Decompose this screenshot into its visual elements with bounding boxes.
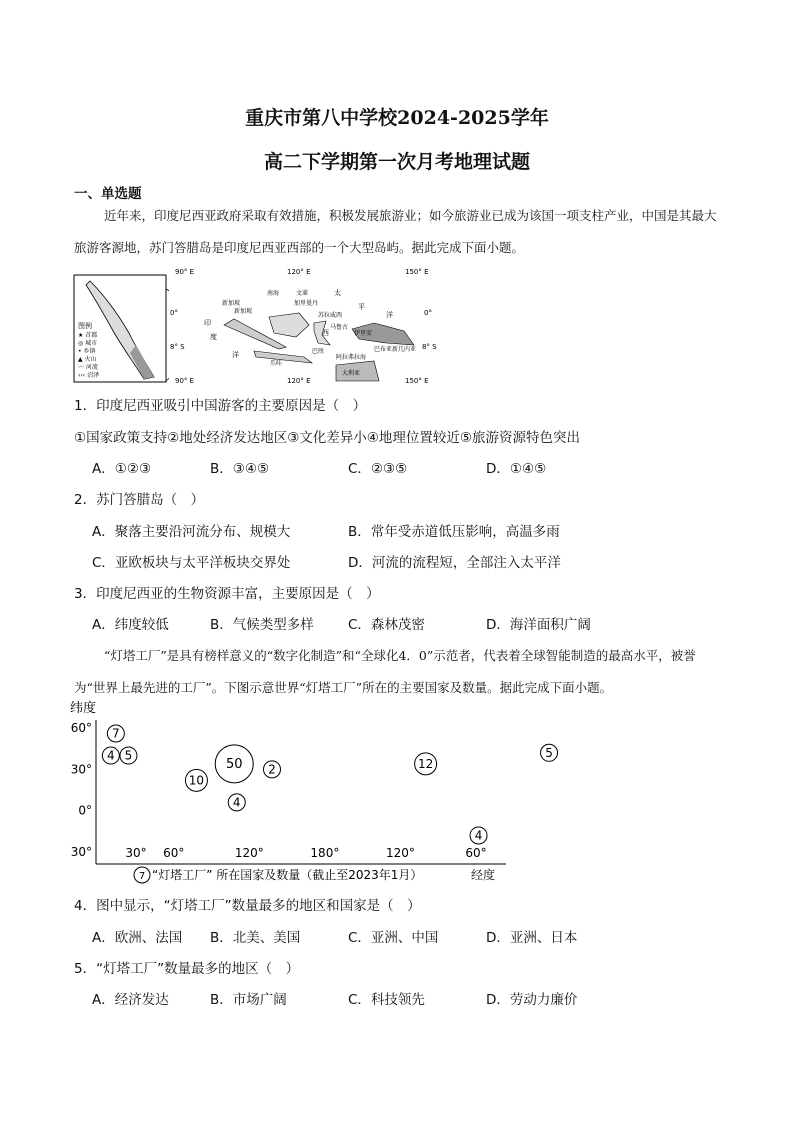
legend-number: 7 (138, 871, 146, 882)
exam-title-line2: 高二下学期第一次月考地理试题 (263, 151, 530, 173)
x-tick-label: 60° (163, 846, 185, 860)
place-label: 阿拉弗拉海 (336, 354, 367, 361)
place-label: 洋 (386, 311, 393, 319)
q5-option-a[interactable]: A．经济发达 (92, 992, 169, 1008)
exam-title-line1: 重庆市第八中学校2024-2025学年 (245, 107, 549, 129)
q1-option-a[interactable]: A．①②③ (92, 461, 152, 477)
data-point (264, 761, 281, 778)
q3-option-a[interactable]: A．纬度较低 (92, 617, 169, 633)
place-label: 巴厘 (312, 348, 325, 355)
q1-statements: ①国家政策支持②地处经济发达地区③文化差异小④地理位置较近⑤旅游资源特色突出 (74, 430, 581, 446)
q2-option-a[interactable]: A．聚落主要沿河流分布、规模大 (92, 524, 291, 540)
q1-option-b[interactable]: B．③④⑤ (210, 461, 270, 477)
data-point (470, 827, 487, 844)
q3-option-b[interactable]: B．气候类型多样 (210, 617, 314, 633)
data-point (215, 745, 253, 783)
data-point (415, 753, 437, 775)
question-number: 2． (74, 492, 97, 508)
lon-label: 150° E (405, 268, 429, 276)
passage-lighthouse: “灯塔工厂”是具有榜样意义的“数字化制造”和“全球化4．0”示范者，代表着全球智能制造的最高水平，被誉为“世界上最先进的工厂”。下图示意世界“灯塔工厂”所在的主要国家及数量。据此完成下面小题。 (74, 648, 696, 695)
x-tick-label: 30° (125, 846, 147, 860)
x-axis-label: 经度 (471, 868, 496, 882)
legend-river: 〰 河流 (78, 364, 98, 371)
point-label: 12 (417, 756, 434, 771)
y-tick-label: 60° (70, 721, 92, 735)
legend-town: • 乡镇 (78, 348, 96, 355)
question-stem: “灯塔工厂”数量最多的地区（ ） (96, 961, 300, 977)
legend-volcano: ▲ 火山 (78, 356, 97, 363)
chart-caption: “灯塔工厂” 所在国家及数量（截止至2023年1月） (152, 868, 423, 882)
q3-option-c[interactable]: C．森林茂密 (348, 617, 425, 633)
point-label: 50 (225, 756, 243, 772)
x-tick-label: 180° (310, 846, 340, 860)
q4-option-a[interactable]: A．欧洲、法国 (92, 930, 183, 946)
svg-text:0°: 0° (424, 309, 432, 317)
svg-text:120° E: 120° E (287, 377, 311, 385)
q3-option-d[interactable]: D．海洋面积广阔 (486, 617, 591, 633)
lon-label: 90° E (175, 268, 195, 276)
question-3 (74, 582, 380, 602)
svg-text:90° E: 90° E (175, 377, 195, 385)
place-label: 马鲁古 (330, 324, 349, 331)
point-label: 4 (106, 748, 115, 763)
q4-option-c[interactable]: C．亚洲、中国 (348, 930, 439, 946)
legend-swamp: ‹‹‹ 沼泽 (78, 372, 100, 379)
data-point (541, 744, 558, 761)
lat-label: 0° (170, 309, 178, 317)
x-tick-label: 120° (234, 846, 264, 860)
q2-option-d[interactable]: D．河流的流程短，全部注入太平洋 (348, 555, 561, 571)
question-number: 3． (74, 586, 97, 602)
lighthouse-factory-chart (66, 698, 553, 888)
question-number: 4． (74, 898, 97, 914)
question-stem: 图中显示，“灯塔工厂”数量最多的地区和国家是（ ） (96, 898, 421, 914)
q5-option-d[interactable]: D．劳动力廉价 (486, 992, 578, 1008)
svg-text:文莱: 文莱 (296, 290, 309, 297)
svg-text:新加坡: 新加坡 (222, 300, 241, 307)
place-label: 洋 (232, 351, 239, 359)
y-axis-label: 纬度 (70, 701, 97, 716)
q2-option-c[interactable]: C．亚欧板块与太平洋板块交界处 (92, 555, 291, 571)
place-label: 巴布亚新几内亚 (374, 346, 417, 353)
place-label: 西 (322, 329, 329, 337)
section-heading: 一、单选题 (74, 186, 142, 202)
place-label: 印 (204, 319, 211, 327)
q5-option-c[interactable]: C．科技领先 (348, 992, 425, 1008)
q5-option-b[interactable]: B．市场广阔 (210, 992, 287, 1008)
q1-option-d[interactable]: D．①④⑤ (486, 461, 547, 477)
point-label: 4 (232, 795, 241, 810)
place-label: 伊里安 (354, 330, 373, 337)
legend-sample (134, 867, 150, 883)
place-label: 新加坡 (234, 308, 253, 315)
data-point (228, 794, 245, 811)
lon-label: 120° E (287, 268, 311, 276)
place-label: 太 (334, 289, 341, 297)
y-tick-label: 30° (70, 845, 92, 859)
point-label: 5 (124, 748, 133, 763)
point-label: 7 (112, 726, 120, 741)
y-tick-label: 0° (78, 803, 92, 818)
data-point (185, 769, 207, 791)
question-stem: 印度尼西亚吸引中国游客的主要原因是（ ） (96, 398, 367, 414)
question-1 (74, 394, 366, 414)
question-number: 1． (74, 398, 97, 414)
legend-capital: ★ 首都 (78, 332, 98, 339)
lat-label: 8° S (422, 343, 437, 351)
q2-option-b[interactable]: B．常年受赤道低压影响，高温多雨 (348, 524, 560, 540)
passage-indonesia: 近年来，印度尼西亚政府采取有效措施，积极发展旅游业；如今旅游业已成为该国一项支柱产业，中国是其最大旅游客源地，苏门答腊岛是印度尼西亚西部的一个大型岛屿。据此完成下面小题。 (74, 208, 717, 255)
question-4 (74, 894, 421, 914)
place-label: 平 (358, 303, 365, 311)
legend-title: 图例 (78, 322, 92, 330)
indonesia-map (74, 265, 437, 385)
point-label: 2 (268, 762, 276, 777)
data-point (102, 747, 119, 764)
place-label: 大利亚 (342, 370, 361, 377)
x-tick-label: 60° (465, 846, 487, 860)
svg-text:南海: 南海 (267, 290, 280, 297)
q4-option-b[interactable]: B．北美、美国 (210, 930, 301, 946)
lat-label: 8° S (170, 343, 185, 351)
x-tick-label: 120° (385, 846, 415, 860)
question-stem: 苏门答腊岛（ ） (96, 492, 205, 508)
q1-option-c[interactable]: C．②③⑤ (348, 461, 408, 477)
q4-option-d[interactable]: D．亚洲、日本 (486, 930, 578, 946)
point-label: 4 (474, 828, 483, 843)
data-point (107, 725, 124, 742)
question-number: 5． (74, 961, 97, 977)
y-tick-label: 30° (70, 762, 92, 777)
svg-text:150° E: 150° E (405, 377, 429, 385)
question-stem: 印度尼西亚的生物资源丰富，主要原因是（ ） (96, 586, 380, 602)
svg-text:加里曼丹: 加里曼丹 (294, 300, 319, 307)
place-label: 度 (210, 333, 217, 341)
legend-city: ◎ 城市 (78, 340, 98, 347)
data-point (120, 747, 137, 764)
question-2 (74, 488, 204, 508)
question-5 (74, 957, 299, 977)
point-label: 5 (545, 745, 553, 760)
place-label: 爪哇 (270, 360, 283, 367)
place-label: 苏拉威西 (318, 312, 343, 319)
point-label: 10 (188, 773, 205, 788)
